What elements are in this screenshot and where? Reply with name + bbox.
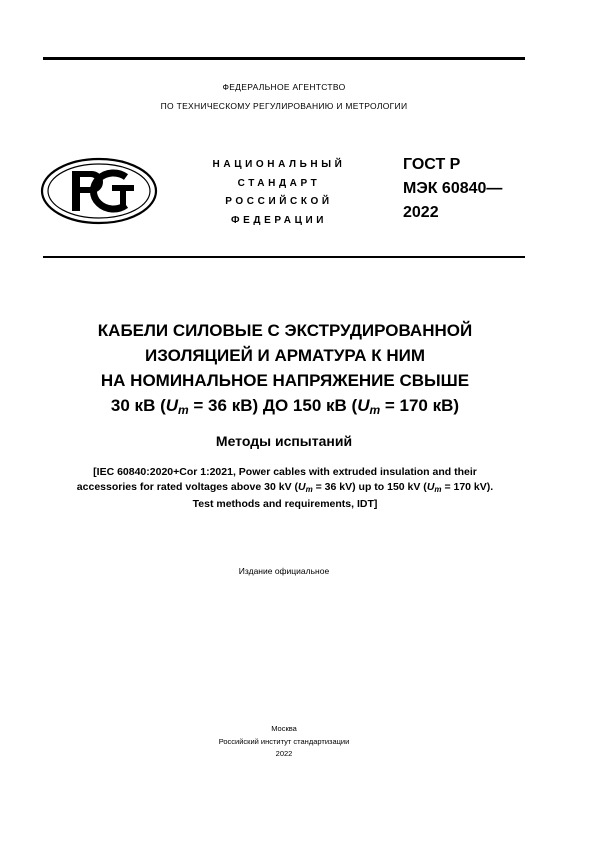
header-divider (43, 256, 525, 258)
publisher-city: Москва (271, 724, 297, 733)
iec-line-3: Test methods and requirements, IDT] (192, 498, 378, 510)
iec-reference (30, 465, 540, 512)
designation-line-1: ГОСТ Р (403, 156, 461, 173)
national-standard-line: ФЕДЕРАЦИИ (230, 214, 328, 226)
document-subtitle: Методы испытаний (215, 433, 353, 449)
iec-line-2: accessories for rated voltages above 30 kV ($U_m = 36$ kV) up to 150 kV ($U_m = 170$ kV). (76, 480, 494, 494)
iec-line-1: [IEC 60840:2020+Cor 1:2021, Power cables with extruded insulation and their (93, 466, 477, 478)
standard-designation (403, 153, 502, 225)
agency-line-2: ПО ТЕХНИЧЕСКОМУ РЕГУЛИРОВАНИЮ И МЕТРОЛОГИИ (160, 101, 408, 111)
title-line-2: ИЗОЛЯЦИЕЙ И АРМАТУРА К НИМ (145, 346, 425, 365)
national-standard-line: НАЦИОНАЛЬНЫЙ (212, 159, 346, 170)
title-line-3: НА НОМИНАЛЬНОЕ НАПРЯЖЕНИЕ СВЫШЕ (100, 371, 470, 390)
designation-line-3: 2022 (403, 204, 439, 221)
title-line-4: 30 кВ ($U_m = 36$ кВ) ДО 150 кВ ($U_m = 170$ кВ) (110, 396, 460, 417)
publisher-institute: Российский институт стандартизации (218, 736, 350, 746)
national-standard-line: РОССИЙСКОЙ (225, 196, 333, 207)
agency-line-1: ФЕДЕРАЛЬНОЕ АГЕНТСТВО (222, 82, 346, 92)
gost-r-logo-icon (40, 157, 158, 225)
official-edition-label: Издание официальное (238, 566, 330, 576)
title-line-1: КАБЕЛИ СИЛОВЫЕ С ЭКСТРУДИРОВАННОЙ (97, 321, 473, 340)
top-rule (43, 57, 525, 60)
publication-year: 2022 (275, 749, 293, 758)
national-standard-block (195, 156, 363, 230)
publisher-block (43, 723, 525, 761)
national-standard-line: СТАНДАРТ (237, 177, 321, 189)
document-title (30, 318, 540, 423)
designation-line-2: МЭК 60840— (403, 180, 503, 197)
